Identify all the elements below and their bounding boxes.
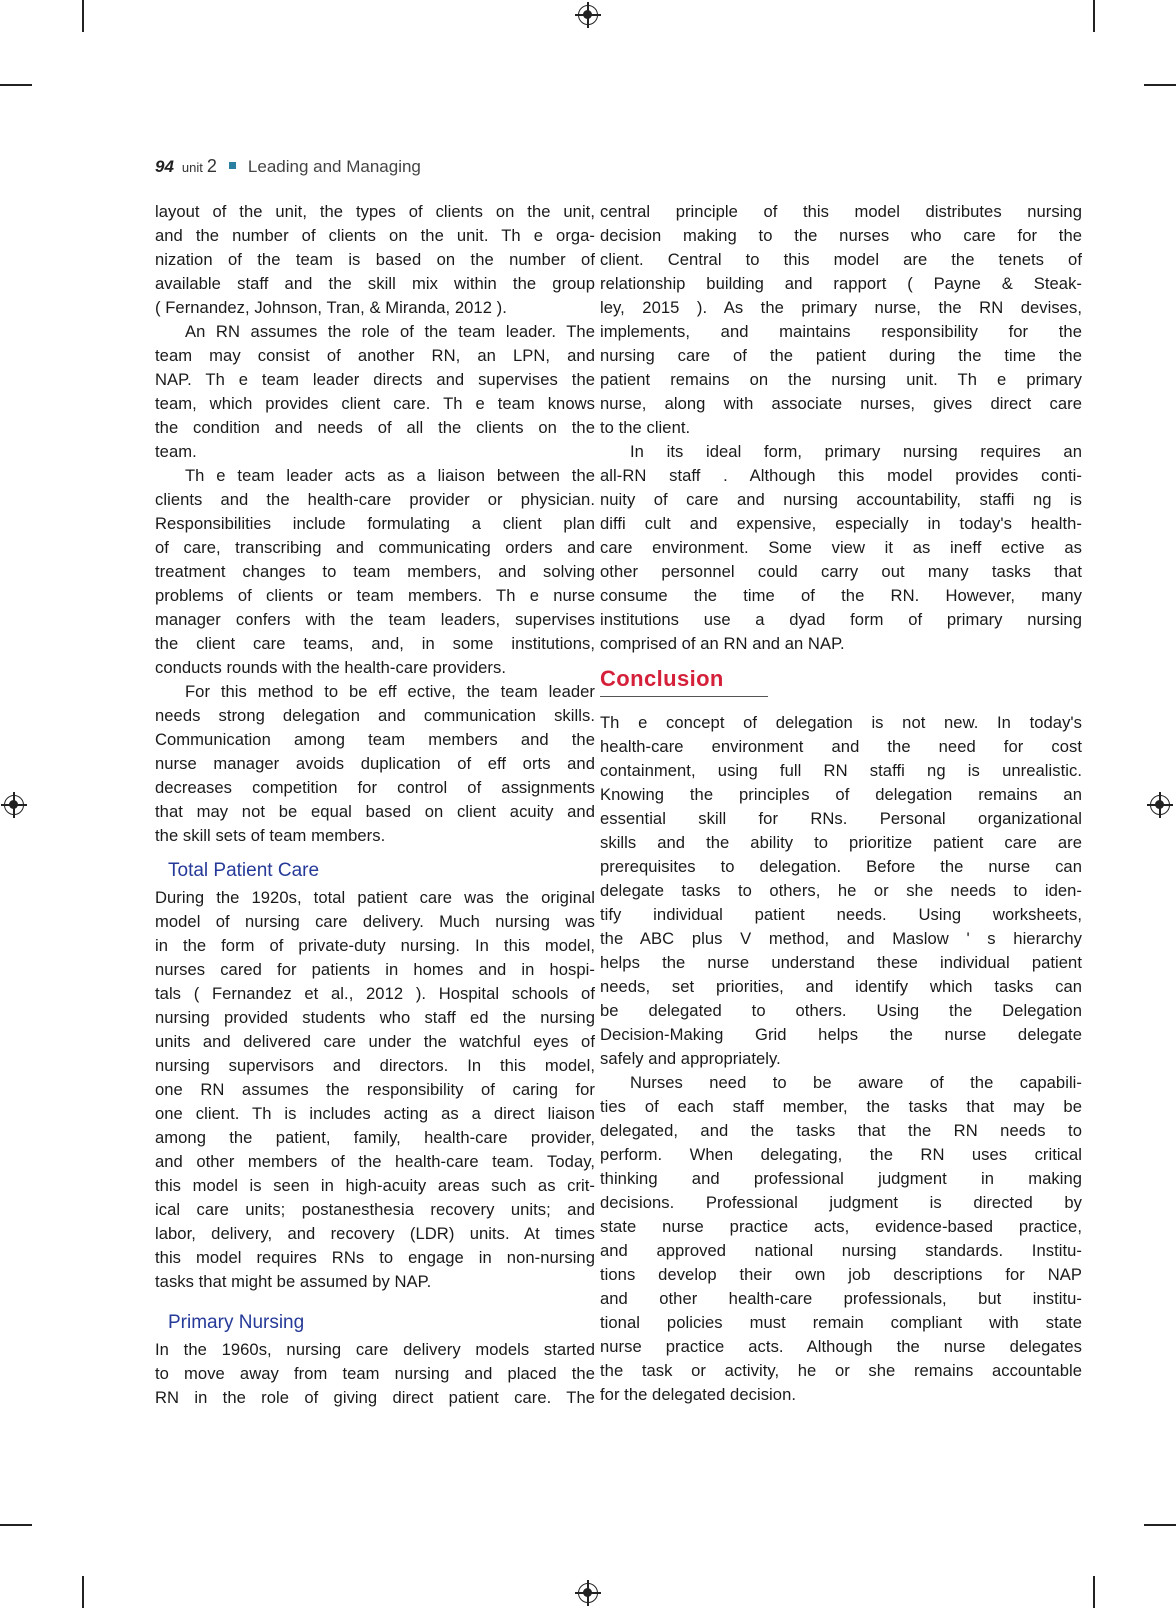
text-line: health-care environment and the need for cost [600,737,1082,756]
text-line: Th e team leader acts as a liaison between the [185,466,595,485]
text-line: nization of the team is based on the number of [155,250,595,269]
unit-label: unit [181,160,203,175]
text-line: diffi cult and expensive, especially in today's health- [600,514,1082,533]
text-line: delegate tasks to others, he or she needs to iden- [600,881,1082,900]
right-column [600,200,1082,1407]
text-line: containment, using full RN staffi ng is unrealistic. [600,761,1082,780]
text-line: ( Fernandez, Johnson, Tran, & Miranda, 2012 ). [155,298,507,317]
crop-mark [82,0,84,32]
text-line: the task or activity, he or she remains accountable [600,1361,1082,1380]
text-line: relationship building and rapport ( Payne & Steak- [600,274,1082,293]
text-line: team. [155,442,197,461]
text-line: In the 1960s, nursing care delivery models started [155,1340,595,1359]
text-line: to move away from team nursing and placed the [155,1364,595,1383]
text-line: skills and the ability to prioritize patient care are [600,833,1082,852]
text-line: team may consist of another RN, an LPN, and [155,346,595,365]
text-line: institutions use a dyad form of primary nursing [600,610,1082,629]
registration-mark-icon [578,5,598,25]
text-line: nurse manager avoids duplication of eff orts and [155,754,595,773]
text-line: model of nursing care delivery. Much nursing was [155,912,595,931]
crop-mark [1144,1524,1176,1526]
text-line: one client. Th is includes acting as a direct liaison [155,1104,595,1123]
text-line: the skill sets of team members. [155,826,386,845]
text-line: Knowing the principles of delegation remains an [600,785,1082,804]
text-line: nurses cared for patients in homes and in hospi- [155,960,595,979]
paragraph [155,1338,595,1410]
text-line: Responsibilities include formulating a client plan [155,514,595,533]
text-line: for the delegated decision. [600,1385,797,1404]
text-line: ley, 2015 ). As the primary nurse, the RN devises, [600,298,1082,317]
text-line: the condition and needs of all the clients on the [155,418,595,437]
subhead-primary-nursing: Primary Nursing [168,1312,305,1333]
text-line: tals ( Fernandez et al., 2012 ). Hospital schools of [155,984,595,1003]
text-line: NAP. Th e team leader directs and supervises the [155,370,595,389]
paragraph [155,886,595,1294]
text-line: ties of each staff member, the tasks that may be [600,1097,1082,1116]
text-line: state nurse practice acts, evidence-based practice, [600,1217,1082,1236]
registration-mark-icon [578,1583,598,1603]
text-line: nurse practice acts. Although the nurse delegates [600,1337,1082,1356]
text-line: perform. When delegating, the RN uses critical [600,1145,1082,1164]
text-line: team, which provides client care. Th e team knows [155,394,595,413]
text-line: essential skill for RNs. Personal organizational [600,809,1082,828]
unit-number: 2 [206,156,217,176]
text-line: nursing care of the patient during the time the [600,346,1082,365]
text-line: this model requires RNs to engage in non-nursing [155,1248,595,1267]
text-line: Th e concept of delegation is not new. In today's [600,713,1082,732]
text-line: central principle of this model distributes nursing [600,202,1082,221]
text-line: tions develop their own job descriptions for NAP [600,1265,1082,1284]
crop-mark [0,1524,32,1526]
text-line: problems of clients or team members. Th e nurse [155,586,595,605]
text-line: layout of the unit, the types of clients on the unit, [155,202,595,221]
text-line: labor, delivery, and recovery (LDR) units. At times [155,1224,595,1243]
subhead-total-patient-care: Total Patient Care [168,860,320,881]
text-line: manager confers with the team leaders, supervises [155,610,595,629]
paragraph [600,440,1082,656]
text-line: and the number of clients on the unit. Th e orga- [155,226,595,245]
text-line: to the client. [600,418,691,437]
text-line: that may not be equal based on client acuity and [155,802,595,821]
text-line: all-RN staff . Although this model provides conti- [600,466,1082,485]
text-line: needs strong delegation and communication skills. [155,706,595,725]
paragraph [155,464,595,680]
crop-mark [0,84,32,86]
text-line: and other members of the health-care team. Today, [155,1152,595,1171]
registration-mark-icon [4,795,24,815]
crop-mark [1093,0,1095,32]
text-line: be delegated to others. Using the Delegation [600,1001,1082,1020]
text-line: available staff and the skill mix within the group [155,274,595,293]
text-line: nursing supervisors and directors. In this model, [155,1056,595,1075]
text-line: client. Central to this model are the tenets of [600,250,1082,269]
text-line: safely and appropriately. [600,1049,781,1068]
text-line: tify individual patient needs. Using worksheets, [600,905,1082,924]
section-title-conclusion: Conclusion [600,666,724,691]
text-line: prerequisites to delegation. Before the nurse can [600,857,1082,876]
text-line: ical care units; postanesthesia recovery units; and [155,1200,595,1219]
text-line: units and delivered care under the watchful eyes of [155,1032,595,1051]
text-line: of care, transcribing and communicating orders and [155,538,595,557]
paragraph [600,200,1082,440]
text-line: Communication among team members and the [155,730,595,749]
paragraph [600,1071,1082,1407]
text-line: patient remains on the nursing unit. Th e primary [600,370,1082,389]
text-line: other personnel could carry out many tasks that [600,562,1082,581]
text-line: and approved national nursing standards. Institu- [600,1241,1082,1260]
text-line: this model is seen in high-acuity areas such as crit- [155,1176,595,1195]
text-line: comprised of an RN and an NAP. [600,634,845,653]
text-line: During the 1920s, total patient care was the original [155,888,595,907]
text-line: the client care teams, and, in some institutions, [155,634,595,653]
text-line: care environment. Some view it as ineff ective as [600,538,1082,557]
text-line: in the form of private-duty nursing. In this model, [155,936,595,955]
text-line: nursing provided students who staff ed the nursing [155,1008,595,1027]
text-line: the ABC plus V method, and Maslow ' s hierarchy [600,929,1082,948]
crop-mark [1144,84,1176,86]
text-line: nurse, along with associate nurses, gives direct care [600,394,1082,413]
section-rule [600,696,768,697]
text-line: Decision-Making Grid helps the nurse delegate [600,1025,1082,1044]
text-line: one RN assumes the responsibility of caring for [155,1080,595,1099]
text-line: Nurses need to be aware of the capabili- [630,1073,1082,1092]
text-line: helps the nurse understand these individual patient [600,953,1082,972]
paragraph [600,711,1082,1071]
text-line: For this method to be eff ective, the team leader [185,682,595,701]
registration-mark-icon [1150,795,1170,815]
running-header [155,156,421,180]
text-line: nuity of care and nursing accountability, staffi ng is [600,490,1082,509]
text-line: treatment changes to team members, and solving [155,562,595,581]
chapter-title: Leading and Managing [247,157,421,176]
text-line: among the patient, family, health-care provider, [155,1128,595,1147]
page-number: 94 [155,157,174,176]
paragraph [155,680,595,848]
text-line: consume the time of the RN. However, many [600,586,1082,605]
text-line: An RN assumes the role of the team leader. The [185,322,595,341]
paragraph [155,320,595,464]
crop-mark [82,1576,84,1608]
text-line: RN in the role of giving direct patient care. The [155,1388,595,1407]
text-line: conducts rounds with the health-care providers. [155,658,507,677]
text-line: delegated, and the tasks that the RN needs to [600,1121,1082,1140]
text-line: decision making to the nurses who care for the [600,226,1082,245]
square-bullet-icon [229,162,236,169]
text-line: tional policies must remain compliant with state [600,1313,1082,1332]
text-line: thinking and professional judgment in making [600,1169,1082,1188]
crop-mark [1093,1576,1095,1608]
text-line: implements, and maintains responsibility for the [600,322,1082,341]
paragraph [155,200,595,320]
text-line: tasks that might be assumed by NAP. [155,1272,432,1291]
left-column [155,200,595,1410]
text-line: decreases competition for control of assignments [155,778,595,797]
text-line: clients and the health-care provider or physician. [155,490,595,509]
text-line: needs, set priorities, and identify which tasks can [600,977,1082,996]
text-line: In its ideal form, primary nursing requires an [630,442,1082,461]
text-line: decisions. Professional judgment is directed by [600,1193,1082,1212]
text-line: and other health-care professionals, but institu- [600,1289,1082,1308]
